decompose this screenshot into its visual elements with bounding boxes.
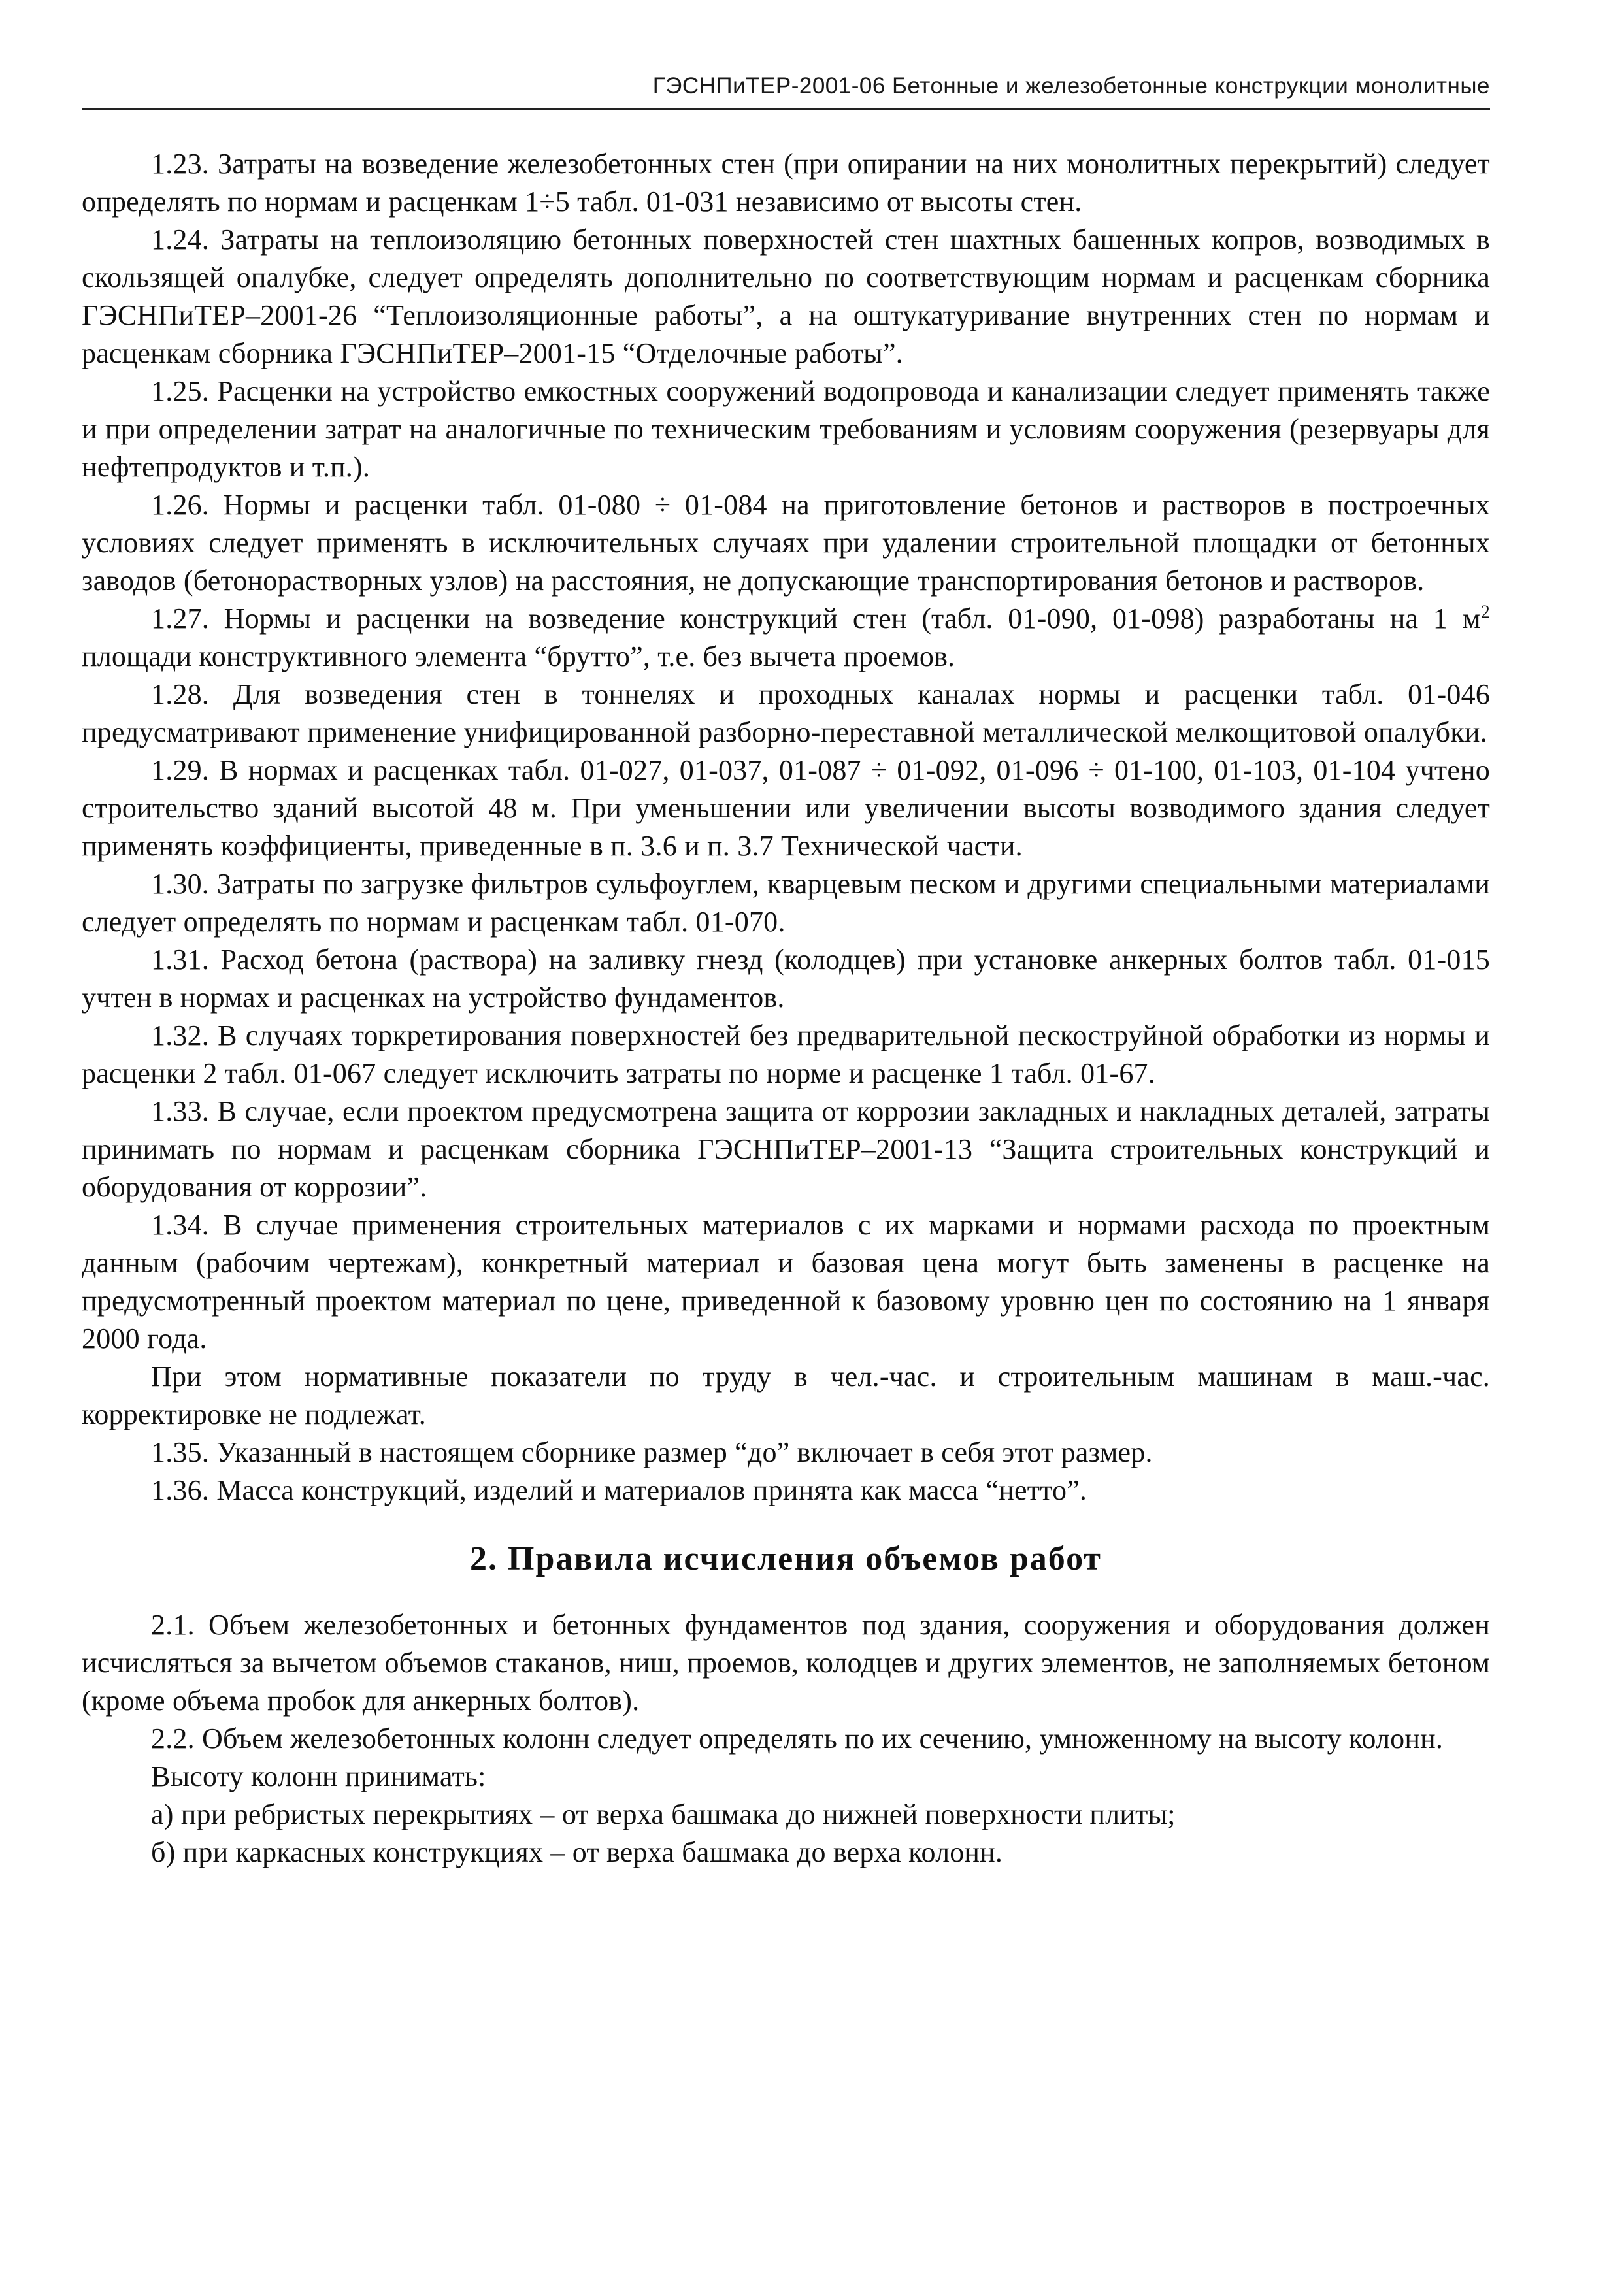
list-item-a: а) при ребристых перекрытиях – от верха башмака до нижней поверхности плиты; [151,1798,1176,1830]
paragraph-1-28: 1.28. Для возведения стен в тоннелях и проходных каналах нормы и расценки табл. 01-046 предусматривают применение унифицированной разборно-переставной металлической мелкощитовой опалубки. [82,678,1490,748]
paragraph-1-34-note: При этом нормативные показатели по труду в чел.-час. и строительным машинам в маш.-час. корректировке не подлежат. [82,1361,1490,1430]
paragraph-1-32: 1.32. В случаях торкретирования поверхностей без предварительной пескоструйной обработки из нормы и расценки 2 табл. 01-067 следует исключить затраты по норме и расценке 1 табл. 01-67. [82,1019,1490,1089]
paragraph-1-30: 1.30. Затраты по загрузке фильтров сульфоуглем, кварцевым песком и другими специальными материалами следует определять по нормам и расценкам табл. 01-070. [82,868,1490,938]
paragraph-2-2: 2.2. Объем железобетонных колонн следует определять по их сечению, умноженному на высоту колонн. [151,1723,1444,1755]
list-item-b: б) при каркасных конструкциях – от верха башмака до верха колонн. [151,1836,1003,1868]
paragraph-1-36: 1.36. Масса конструкций, изделий и материалов принята как масса “нетто”. [151,1474,1087,1506]
paragraph-1-24: 1.24. Затраты на теплоизоляцию бетонных поверхностей стен шахтных башенных копров, возводимых в скользящей опалубке, следует определять дополнительно по соответствующим нормам и расценкам сборника ГЭСНПиТЕР–2001-26 “Теплоизоляционные работы”, а на оштукатуривание внутренних стен по нормам и расценкам сборника ГЭСНПиТЕР–2001-15 “Отделочные работы”. [82,223,1490,369]
paragraph-1-27 [82,600,1490,676]
running-header: ГЭСНПиТЕР-2001-06 Бетонные и железобетонные конструкции монолитные [652,73,1490,99]
paragraph-1-29: 1.29. В нормах и расценках табл. 01-027, 01-037, 01-087 ÷ 01-092, 01-096 ÷ 01-100, 01-103, 01-104 учтено строительство зданий высотой 48 м. При уменьшении или увеличении высоты возводимого здания следует применять коэффициенты, приведенные в п. 3.6 и п. 3.7 Технической части. [82,754,1490,862]
section-2-title: 2. Правила исчисления объемов работ [470,1540,1102,1577]
square-meter-superscript: 2 [1480,602,1490,623]
paragraph-column-height-intro: Высоту колонн принимать: [151,1760,486,1792]
paragraph-2-1: 2.1. Объем железобетонных и бетонных фундаментов под здания, сооружения и оборудования должен исчисляться за вычетом объемов стаканов, ниш, проемов, колодцев и других элементов, не заполняемых бетоном (кроме объема пробок для анкерных болтов). [82,1609,1490,1717]
paragraph-1-27-text-a: 1.27. Нормы и расценки на возведение конструкций стен (табл. 01-090, 01-098) разработаны на 1 м [151,602,1481,635]
paragraph-1-26: 1.26. Нормы и расценки табл. 01-080 ÷ 01-084 на приготовление бетонов и растворов в построечных условиях следует применять в исключительных случаях при удалении строительной площадки от бетонных заводов (бетонорастворных узлов) на расстояния, не допускающие транспортирования бетонов и растворов. [82,489,1490,597]
paragraph-1-25: 1.25. Расценки на устройство емкостных сооружений водопровода и канализации следует применять также и при определении затрат на аналогичные по техническим требованиям и условиям сооружения (резервуары для нефтепродуктов и т.п.). [82,375,1490,483]
paragraph-1-33: 1.33. В случае, если проектом предусмотрена защита от коррозии закладных и накладных деталей, затраты принимать по нормам и расценкам сборника ГЭСНПиТЕР–2001-13 “Защита строительных конструкций и оборудования от коррозии”. [82,1095,1490,1203]
paragraph-1-23: 1.23. Затраты на возведение железобетонных стен (при опирании на них монолитных перекрытий) следует определять по нормам и расценкам 1÷5 табл. 01-031 независимо от высоты стен. [82,148,1490,218]
paragraph-1-27-text-b: площади конструктивного элемента “брутто”, т.е. без вычета проемов. [82,640,955,672]
body-text [82,145,1490,1872]
paragraph-1-31: 1.31. Расход бетона (раствора) на заливку гнезд (колодцев) при установке анкерных болтов табл. 01-015 учтен в нормах и расценках на устройство фундаментов. [82,944,1490,1014]
paragraph-1-34: 1.34. В случае применения строительных материалов с их марками и нормами расхода по проектным данным (рабочим чертежам), конкретный материал и базовая цена могут быть заменены в расценке на предусмотренный проектом материал по цене, приведенной к базовому уровню цен по состоянию на 1 января 2000 года. [82,1209,1490,1355]
paragraph-1-35: 1.35. Указанный в настоящем сборнике размер “до” включает в себя этот размер. [151,1436,1153,1468]
header-divider [82,108,1490,110]
